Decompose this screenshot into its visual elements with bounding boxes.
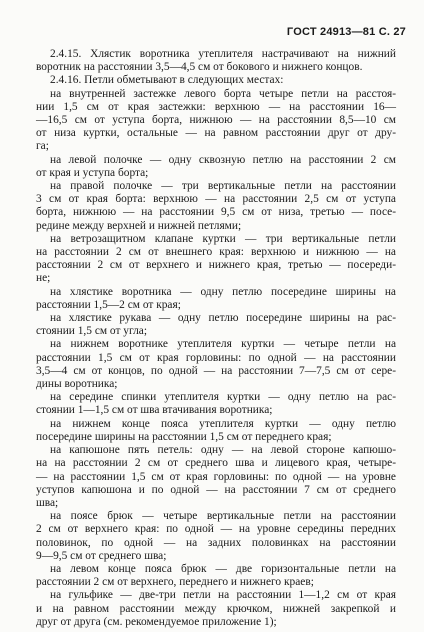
text-line: на левой полочке — одну сквозную петлю на расстоянии 2 см [50, 153, 396, 166]
paragraph-fly [36, 589, 396, 629]
paragraph-windflap [36, 233, 396, 286]
paragraph-collar-tab [36, 286, 396, 312]
text-line: расстоянии 2 см от верхнего, переднего и нижнего краев; [36, 576, 314, 589]
text-line: шва; [36, 496, 59, 509]
text-line: 2 см от верхнего края: по одной — на уровне середины передних [36, 523, 396, 536]
text-line: на расстоянии 2 см от внешнего края: верхнюю и нижнюю — на [36, 246, 396, 259]
text-line: на хлястике рукава — одну петлю посередине ширины на рас- [50, 312, 396, 325]
text-line: 2.4.16. Петли обметывают в следующих местах: [50, 74, 284, 87]
text-line: на капюшоне пять петель: одну — на левой стороне капюшо- [50, 444, 396, 457]
page-header: ГОСТ 24913—81 С. 27 [286, 26, 406, 38]
text-line: редине между верхней и нижней петлями; [36, 219, 242, 232]
text-line: на ветрозащитном клапане куртки — три вертикальные петли [50, 232, 396, 245]
paragraph-2-4-16 [36, 74, 396, 87]
paragraph-lower-collar [36, 338, 396, 391]
text-line: не; [36, 272, 51, 285]
text-line: на на расстоянии 2 см от среднего шва и лицевого края, четыре- [36, 457, 396, 470]
paragraph-left-side [36, 88, 396, 154]
text-line: стоянии 1,5 см от угла; [36, 325, 147, 338]
text-line: на внутренней застежке левого борта четыре петли на расстоя- [50, 87, 396, 100]
text-line: 2.4.15. Хлястик воротника утеплителя настрачивают на нижний [50, 48, 396, 60]
text-line: на нижнем конце пояса утеплителя куртки — одну петлю [50, 417, 396, 430]
document-body [36, 48, 396, 629]
text-line: га; [36, 140, 49, 153]
paragraph-back-middle [36, 391, 396, 417]
text-line: на гульфике — две-три петли на расстоянии 1—1,2 см от края [50, 589, 396, 602]
paragraph-right-shelf [36, 180, 396, 233]
text-line: половинок, по одной — на задних половинках на расстоянии [36, 536, 396, 549]
text-line: от края и уступа борта; [36, 166, 149, 179]
text-line: уступов капюшона и по одной — на расстоянии 7 см от среднего [36, 483, 396, 496]
text-line: на середине спинки утеплителя куртки — одну петлю на рас- [50, 391, 396, 404]
text-line: расстоянии 1,5—2 см от края; [36, 298, 181, 311]
text-line: на хлястике воротника — одну петлю посередине ширины на [50, 285, 396, 298]
text-line: 3,5—4 см от концов, по одной — на расстоянии 7—7,5 см от сере- [36, 364, 396, 377]
text-line: нии 1,5 см от края застежки: верхнюю — на расстоянии 16— [36, 100, 396, 113]
paragraph-2-4-15 [36, 48, 396, 74]
text-line: воротник на расстоянии 3,5—4,5 см от бокового и нижнего концов. [36, 61, 363, 74]
paragraph-hood [36, 444, 396, 510]
text-line: посередине ширины на расстоянии 1,5 см от переднего края; [36, 430, 332, 443]
text-line: и на равном расстоянии между крючком, нижней закрепкой и [36, 602, 396, 615]
paragraph-trouser-belt [36, 510, 396, 563]
text-line: дины воротника; [36, 378, 118, 391]
paragraph-trouser-belt-left [36, 563, 396, 589]
text-line: стоянии 1—1,5 см от шва втачивания воротника; [36, 404, 273, 417]
text-line: — на расстоянии 1,5 см от края горловины: по одной — на уровне [36, 470, 396, 483]
text-line: на нижнем воротнике утеплителя куртки — четыре петли на [50, 338, 396, 351]
text-line: друг от друга (см. рекомендуемое приложение 1); [36, 615, 277, 628]
text-line: 3 см от края борта: верхнюю — на расстоянии 2,5 см от уступа [36, 193, 396, 206]
paragraph-belt-bottom [36, 418, 396, 444]
paragraph-left-shelf [36, 154, 396, 180]
text-line: борта, нижнюю — на расстоянии 9,5 см от низа, третью — посе- [36, 206, 396, 219]
text-line: на поясе брюк — четыре вертикальные петли на расстоянии [50, 510, 396, 523]
text-line: на левом конце пояса брюк — две горизонтальные петли на [50, 562, 396, 575]
text-line: от низа куртки, остальные — на равном расстоянии друг от дру- [36, 127, 396, 140]
text-line: 9—9,5 см от среднего шва; [36, 549, 167, 562]
text-line: —16,5 см от уступа борта, нижнюю — на расстоянии 8,5—10 см [36, 114, 396, 127]
text-line: на правой полочке — три вертикальные петли на расстоянии [50, 180, 396, 193]
text-line: расстоянии 2 см от верхнего и нижнего края, третью — посереди- [36, 259, 396, 272]
paragraph-sleeve-tab [36, 312, 396, 338]
text-line: расстоянии 1,5 см от края горловины: по одной — на расстоянии [36, 351, 396, 364]
